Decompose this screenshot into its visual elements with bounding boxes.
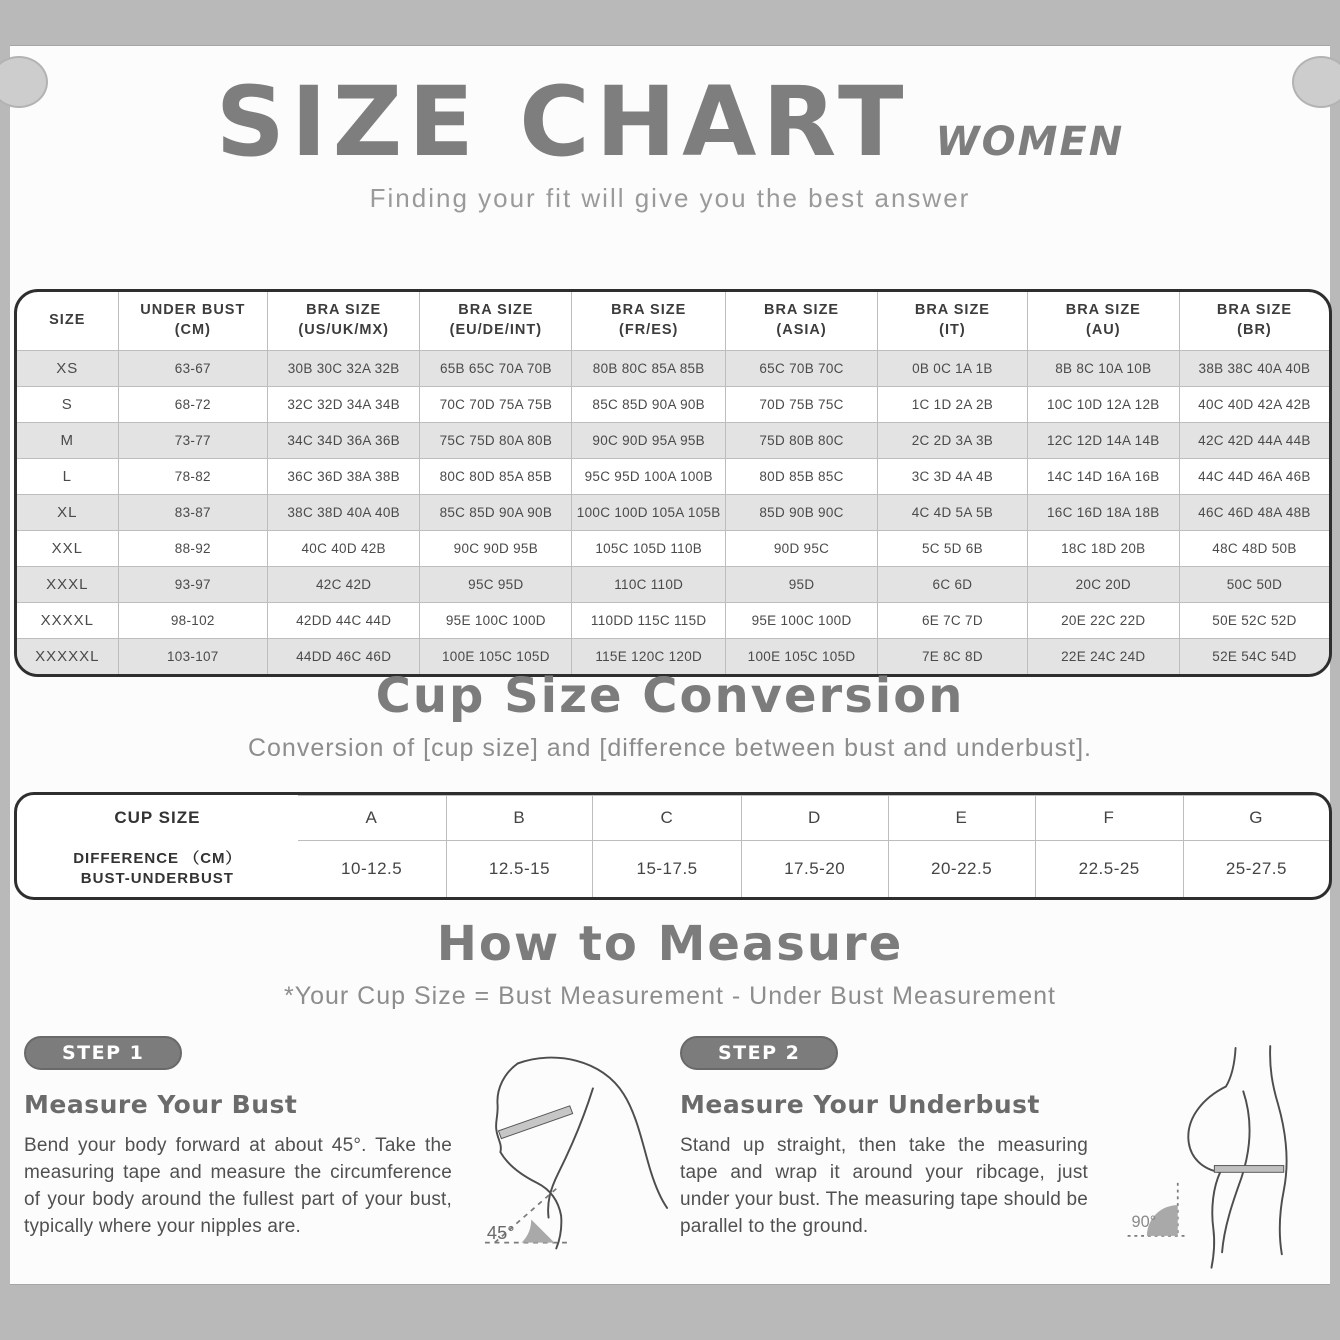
frame-band-bottom — [0, 1284, 1340, 1340]
size-table-header-row — [17, 292, 1329, 351]
size-cell: 44DD 46C 46D — [268, 639, 420, 675]
size-cell: XXXL — [17, 567, 118, 603]
size-cell: 36C 36D 38A 38B — [268, 459, 420, 495]
cup-cell: C — [593, 796, 741, 841]
size-cell: 78-82 — [118, 459, 268, 495]
frame-band-top — [0, 0, 1340, 46]
size-cell: 100E 105C 105D — [420, 639, 572, 675]
table-row-xxl — [17, 531, 1329, 567]
size-cell: 20C 20D — [1027, 567, 1179, 603]
size-cell: 75D 80B 80C — [725, 423, 877, 459]
cup-conversion-section-head — [0, 668, 1340, 763]
size-cell: 32C 32D 34A 34B — [268, 387, 420, 423]
size-cell: 95E 100C 100D — [420, 603, 572, 639]
size-cell: 10C 10D 12A 12B — [1027, 387, 1179, 423]
size-cell: 85D 90B 90C — [725, 495, 877, 531]
size-cell: M — [17, 423, 118, 459]
angle-label: 45° — [486, 1221, 515, 1243]
size-cell: 103-107 — [118, 639, 268, 675]
size-cell: 0B 0C 1A 1B — [878, 351, 1028, 387]
size-cell: 42C 42D 44A 44B — [1179, 423, 1329, 459]
size-cell: 65C 70B 70C — [725, 351, 877, 387]
size-cell: 48C 48D 50B — [1179, 531, 1329, 567]
size-cell: 40C 40D 42B — [268, 531, 420, 567]
size-cell: 110C 110D — [572, 567, 726, 603]
column-header-eu-de-int: BRA SIZE (EU/DE/INT) — [420, 292, 572, 351]
cup-size-row-label: CUP SIZE — [114, 808, 201, 827]
cup-cell: E — [888, 796, 1035, 841]
difference-row — [17, 841, 1329, 898]
size-cell: 95C 95D — [420, 567, 572, 603]
difference-cell: 22.5-25 — [1035, 841, 1183, 898]
size-cell: XXXXL — [17, 603, 118, 639]
table-row-xxxl — [17, 567, 1329, 603]
table-row-m — [17, 423, 1329, 459]
cup-cell: B — [446, 796, 593, 841]
size-cell: 80D 85B 85C — [725, 459, 877, 495]
size-cell: 30B 30C 32A 32B — [268, 351, 420, 387]
angle-label: 90° — [1131, 1213, 1157, 1232]
size-cell: 88-92 — [118, 531, 268, 567]
measuring-tape-icon — [1214, 1166, 1283, 1173]
size-cell: 80C 80D 85A 85B — [420, 459, 572, 495]
cup-cell: G — [1183, 796, 1329, 841]
page-title-women-label: WOMEN — [935, 119, 1125, 165]
size-cell: 95C 95D 100A 100B — [572, 459, 726, 495]
page-title — [0, 66, 1340, 178]
masthead — [0, 66, 1340, 214]
column-header-au: BRA SIZE (AU) — [1027, 292, 1179, 351]
how-to-measure-subtitle: *Your Cup Size = Bust Measurement - Under Bust Measurement — [283, 982, 1056, 1010]
table-row-s — [17, 387, 1329, 423]
step-1-badge: STEP 1 — [24, 1036, 182, 1070]
size-cell: 50C 50D — [1179, 567, 1329, 603]
cup-conversion-subtitle: Conversion of [cup size] and [difference between bust and underbust]. — [247, 734, 1093, 762]
size-cell: 40C 40D 42A 42B — [1179, 387, 1329, 423]
size-cell: 70C 70D 75A 75B — [420, 387, 572, 423]
size-cell: 2C 2D 3A 3B — [878, 423, 1028, 459]
size-cell: 18C 18D 20B — [1027, 531, 1179, 567]
size-cell: 34C 34D 36A 36B — [268, 423, 420, 459]
size-cell: XL — [17, 495, 118, 531]
size-cell: 20E 22C 22D — [1027, 603, 1179, 639]
size-cell: 8B 8C 10A 10B — [1027, 351, 1179, 387]
size-cell: 1C 1D 2A 2B — [878, 387, 1028, 423]
column-header-size: SIZE — [49, 312, 86, 329]
size-cell: 46C 46D 48A 48B — [1179, 495, 1329, 531]
size-cell: 80B 80C 85A 85B — [572, 351, 726, 387]
size-cell: 83-87 — [118, 495, 268, 531]
step-2-badge: STEP 2 — [680, 1036, 838, 1070]
page-title-text: SIZE CHART — [215, 66, 910, 178]
size-cell: 5C 5D 6B — [878, 531, 1028, 567]
page-tagline: Finding your fit will give you the best answer — [369, 182, 971, 213]
size-cell: 7E 8C 8D — [878, 639, 1028, 675]
size-cell: 4C 4D 5A 5B — [878, 495, 1028, 531]
difference-cell: 12.5-15 — [446, 841, 593, 898]
measuring-tape-icon — [498, 1106, 572, 1139]
size-cell: 6E 7C 7D — [878, 603, 1028, 639]
angle-wedge-icon — [522, 1220, 555, 1243]
bra-size-table — [14, 289, 1332, 677]
size-cell: 38B 38C 40A 40B — [1179, 351, 1329, 387]
column-header-br: BRA SIZE (BR) — [1179, 292, 1329, 351]
size-cell: 68-72 — [118, 387, 268, 423]
difference-cell: 17.5-20 — [741, 841, 888, 898]
difference-cell: 20-22.5 — [888, 841, 1035, 898]
size-cell: 6C 6D — [878, 567, 1028, 603]
cup-cell: A — [298, 796, 446, 841]
difference-cell: 10-12.5 — [298, 841, 446, 898]
size-cell: 98-102 — [118, 603, 268, 639]
size-cell: 95E 100C 100D — [725, 603, 877, 639]
table-row-xxxxl — [17, 603, 1329, 639]
size-cell: 90D 95C — [725, 531, 877, 567]
cup-size-table — [14, 792, 1332, 900]
size-cell: XXXXXL — [17, 639, 118, 675]
cup-size-row — [17, 796, 1329, 841]
size-cell: 70D 75B 75C — [725, 387, 877, 423]
size-cell: 42DD 44C 44D — [268, 603, 420, 639]
size-cell: 93-97 — [118, 567, 268, 603]
size-cell: 42C 42D — [268, 567, 420, 603]
difference-cell: 25-27.5 — [1183, 841, 1329, 898]
size-cell: 90C 90D 95A 95B — [572, 423, 726, 459]
size-cell: 75C 75D 80A 80B — [420, 423, 572, 459]
size-cell: 73-77 — [118, 423, 268, 459]
size-cell: 85C 85D 90A 90B — [420, 495, 572, 531]
column-header-us-uk-mx: BRA SIZE (US/UK/MX) — [268, 292, 420, 351]
size-cell: 85C 85D 90A 90B — [572, 387, 726, 423]
size-cell: 12C 12D 14A 14B — [1027, 423, 1179, 459]
cup-cell: F — [1035, 796, 1183, 841]
size-cell: 95D — [725, 567, 877, 603]
size-cell: 50E 52C 52D — [1179, 603, 1329, 639]
size-cell: 63-67 — [118, 351, 268, 387]
size-cell: 115E 120C 120D — [572, 639, 726, 675]
size-cell: 22E 24C 24D — [1027, 639, 1179, 675]
size-cell: XXL — [17, 531, 118, 567]
bust-measure-figure-icon — [458, 1038, 670, 1270]
step-1-text: Bend your body forward at about 45°. Take the measuring tape and measure the circumference of your body around the fullest part of your bust, typically where your nipples are. — [24, 1135, 452, 1237]
measure-steps — [14, 1030, 1326, 1280]
step-1-block — [14, 1030, 670, 1280]
size-cell: 14C 14D 16A 16B — [1027, 459, 1179, 495]
size-cell: 52E 54C 54D — [1179, 639, 1329, 675]
size-cell: 100C 100D 105A 105B — [572, 495, 726, 531]
size-cell: L — [17, 459, 118, 495]
column-header-asia: BRA SIZE (ASIA) — [725, 292, 877, 351]
size-cell: 38C 38D 40A 40B — [268, 495, 420, 531]
how-to-measure-title: How to Measure — [436, 916, 904, 972]
size-cell: 90C 90D 95B — [420, 531, 572, 567]
size-cell: 110DD 115C 115D — [572, 603, 726, 639]
difference-row-label: DIFFERENCE （CM） BUST-UNDERBUST — [73, 850, 242, 887]
column-header-it: BRA SIZE (IT) — [878, 292, 1028, 351]
size-cell: 65B 65C 70A 70B — [420, 351, 572, 387]
size-cell: 44C 44D 46A 46B — [1179, 459, 1329, 495]
step-2-heading: Measure Your Underbust — [680, 1090, 1040, 1119]
size-cell: XS — [17, 351, 118, 387]
step-2-block — [670, 1030, 1326, 1280]
step-2-text: Stand up straight, then take the measuring tape and wrap it around your ribcage, just under your bust. The measuring tape should be parallel to the ground. — [680, 1135, 1088, 1237]
table-row-xl — [17, 495, 1329, 531]
column-header-underbust: UNDER BUST (CM) — [118, 292, 268, 351]
size-cell: 100E 105C 105D — [725, 639, 877, 675]
table-row-l — [17, 459, 1329, 495]
step-1-heading: Measure Your Bust — [24, 1090, 298, 1119]
size-cell: S — [17, 387, 118, 423]
how-to-measure-section-head — [0, 916, 1340, 1011]
size-cell: 3C 3D 4A 4B — [878, 459, 1028, 495]
underbust-measure-figure-icon — [1118, 1038, 1330, 1270]
size-cell: 16C 16D 18A 18B — [1027, 495, 1179, 531]
cup-cell: D — [741, 796, 888, 841]
difference-cell: 15-17.5 — [593, 841, 741, 898]
table-row-xs — [17, 351, 1329, 387]
size-cell: 105C 105D 110B — [572, 531, 726, 567]
cup-conversion-title: Cup Size Conversion — [375, 668, 965, 724]
column-header-fr-es: BRA SIZE (FR/ES) — [572, 292, 726, 351]
